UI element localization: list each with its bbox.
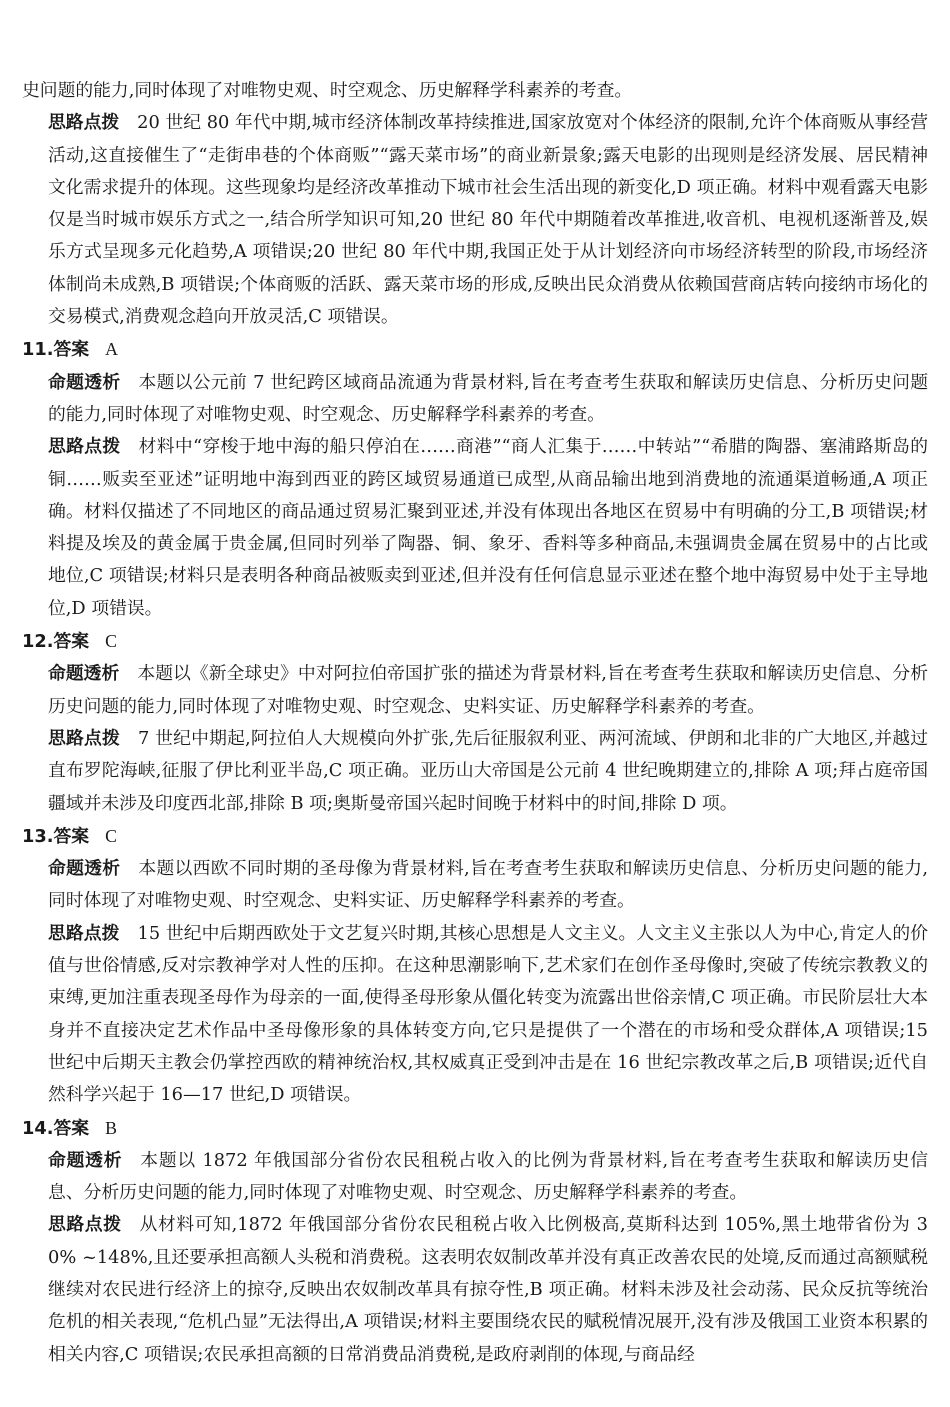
answer-value: B — [105, 1117, 117, 1138]
answer-label: 答案 — [53, 1117, 90, 1139]
hint-text: 15 世纪中后期西欧处于文艺复兴时期,其核心思想是人文主义。人文主义主张以人为中心,肯定人的价值与世俗情感,反对宗教神学对人性的压抑。在这种思潮影响下,艺术家们在创作圣母像时,突破了传统宗教教义的束缚,更加注重表现圣母作为母亲的一面,使得圣母形象从僵化转变为流露出世俗亲情,C 项正确。市民阶层壮大本身并不直接决定艺术作品中圣母像形象的具体转变方向,它只是提供了一个潜在的市场和受众群体,A 项错误;15 世纪中后期天主教会仍掌控西欧的精神统治权,其权威真正受到冲击是在 16 世纪宗教改革之后,B 项错误;近代自然科学兴起于 16—17 世纪,D 项错误。 — [48, 922, 928, 1106]
question-number: 14. — [22, 1117, 54, 1139]
analysis-text: 本题以 1872 年俄国部分省份农民租税占收入的比例为背景材料,旨在考查考生获取和解读历史信息、分析历史问题的能力,同时体现了对唯物史观、时空观念、历史解释学科素养的考查。 — [48, 1149, 928, 1204]
analysis-11 — [22, 367, 928, 432]
analysis-label: 命题透析 — [48, 858, 121, 880]
hint-text: 20 世纪 80 年代中期,城市经济体制改革持续推进,国家放宽对个体经济的限制,允许个体商贩从事经营活动,这直接催生了“走街串巷的个体商贩”“露天菜市场”的商业新景象;露天电影的出现则是经济发展、居民精神文化需求提升的体现。这些现象均是经济改革推动下城市社会生活出现的新变化,D 项正确。材料中观看露天电影仅是当时城市娱乐方式之一,结合所学知识可知,20 世纪 80 年代中期随着改革推进,收音机、电视机逐渐普及,娱乐方式呈现多元化趋势,A 项错误;20 世纪 80 年代中期,我国正处于从计划经济向市场经济转型的阶段,市场经济体制尚未成熟,B 项错误;个体商贩的活跃、露天菜市场的形成,反映出民众消费从依赖国营商店转向接纳市场化的交易模式,消费观念趋向开放灵活,C 项错误。 — [48, 112, 928, 328]
hint-text: 材料中“穿梭于地中海的船只停泊在……商港”“商人汇集于……中转站”“希腊的陶器、塞浦路斯岛的铜……贩卖至亚述”证明地中海到西亚的跨区域贸易通道已成型,从商品输出地到消费地的流通渠道畅通,A 项正确。材料仅描述了不同地区的商品通过贸易汇聚到亚述,并没有体现出各地区在贸易中有明确的分工,B 项错误;材料提及埃及的黄金属于贵金属,但同时列举了陶器、铜、象牙、香料等多种商品,未强调贵金属在贸易中的占比或地位,C 项错误;材料只是表明各种商品被贩卖到亚述,但并没有任何信息显示亚述在整个地中海贸易中处于主导地位,D 项错误。 — [48, 436, 928, 619]
analysis-14 — [22, 1145, 928, 1210]
answer-label: 答案 — [53, 339, 90, 361]
analysis-text: 本题以公元前 7 世纪跨区域商品流通为背景材料,旨在考查考生获取和解读历史信息、分析历史问题的能力,同时体现了对唯物史观、时空观念、历史解释学科素养的考查。 — [48, 371, 928, 425]
hint-label: 思路点拨 — [48, 436, 121, 458]
answer-row-12 — [22, 625, 928, 658]
answer-row-11 — [22, 333, 928, 366]
answer-label: 答案 — [53, 631, 90, 653]
analysis-12 — [22, 658, 928, 723]
answer-label: 答案 — [53, 825, 90, 847]
analysis-label: 命题透析 — [48, 371, 121, 393]
hint-text: 7 世纪中期起,阿拉伯人大规模向外扩张,先后征服叙利亚、两河流域、伊朗和北非的广大地区,并越过直布罗陀海峡,征服了伊比利亚半岛,C 项正确。亚历山大帝国是公元前 4 世纪晚期建立的,排除 A 项;拜占庭帝国疆域并未涉及印度西北部,排除 B 项;奥斯曼帝国兴起时间晚于材料中的时间,排除 D 项。 — [48, 727, 928, 814]
answer-value: C — [105, 631, 117, 652]
hint-11 — [22, 431, 928, 625]
question-number: 11. — [22, 339, 54, 361]
intro-line-text: 史问题的能力,同时体现了对唯物史观、时空观念、历史解释学科素养的考查。 — [22, 80, 633, 101]
hint-label: 思路点拨 — [48, 922, 120, 944]
question-number: 13. — [22, 825, 54, 847]
answer-row-13 — [22, 820, 928, 853]
analysis-13 — [22, 853, 928, 918]
hint-text: 从材料可知,1872 年俄国部分省份农民租税占收入比例极高,莫斯科达到 105%,黑土地带省份为 30% ~148%,且还要承担高额人头税和消费税。这表明农奴制改革并没有真正改善农民的处境,反而通过高额赋税继续对农民进行经济上的掠夺,反映出农奴制改革具有掠夺性,B 项正确。材料未涉及社会动荡、民众反抗等统治危机的相关表现,“危机凸显”无法得出,A 项错误;材料主要围绕农民的赋税情况展开,没有涉及俄国工业资本积累的相关内容,C 项错误;农民承担高额的日常消费品消费税,是政府剥削的体现,与商品经 — [48, 1214, 928, 1365]
analysis-text: 本题以西欧不同时期的圣母像为背景材料,旨在考查考生获取和解读历史信息、分析历史问题的能力,同时体现了对唯物史观、时空观念、史料实证、历史解释学科素养的考查。 — [48, 858, 928, 912]
intro-hint — [22, 107, 928, 333]
hint-label: 思路点拨 — [48, 727, 120, 749]
hint-12 — [22, 723, 928, 820]
hint-14 — [22, 1209, 928, 1370]
intro-continuation — [22, 75, 928, 107]
analysis-text: 本题以《新全球史》中对阿拉伯帝国扩张的描述为背景材料,旨在考查考生获取和解读历史信息、分析历史问题的能力,同时体现了对唯物史观、时空观念、史料实证、历史解释学科素养的考查。 — [48, 663, 928, 717]
hint-label: 思路点拨 — [48, 112, 120, 134]
question-number: 12. — [22, 631, 54, 653]
answer-value: C — [105, 825, 117, 846]
answer-row-14 — [22, 1112, 928, 1145]
analysis-label: 命题透析 — [48, 663, 120, 685]
analysis-label: 命题透析 — [48, 1149, 123, 1171]
content-area — [22, 75, 928, 1371]
hint-label: 思路点拨 — [48, 1214, 122, 1236]
hint-13 — [22, 918, 928, 1112]
answer-value: A — [105, 339, 118, 360]
